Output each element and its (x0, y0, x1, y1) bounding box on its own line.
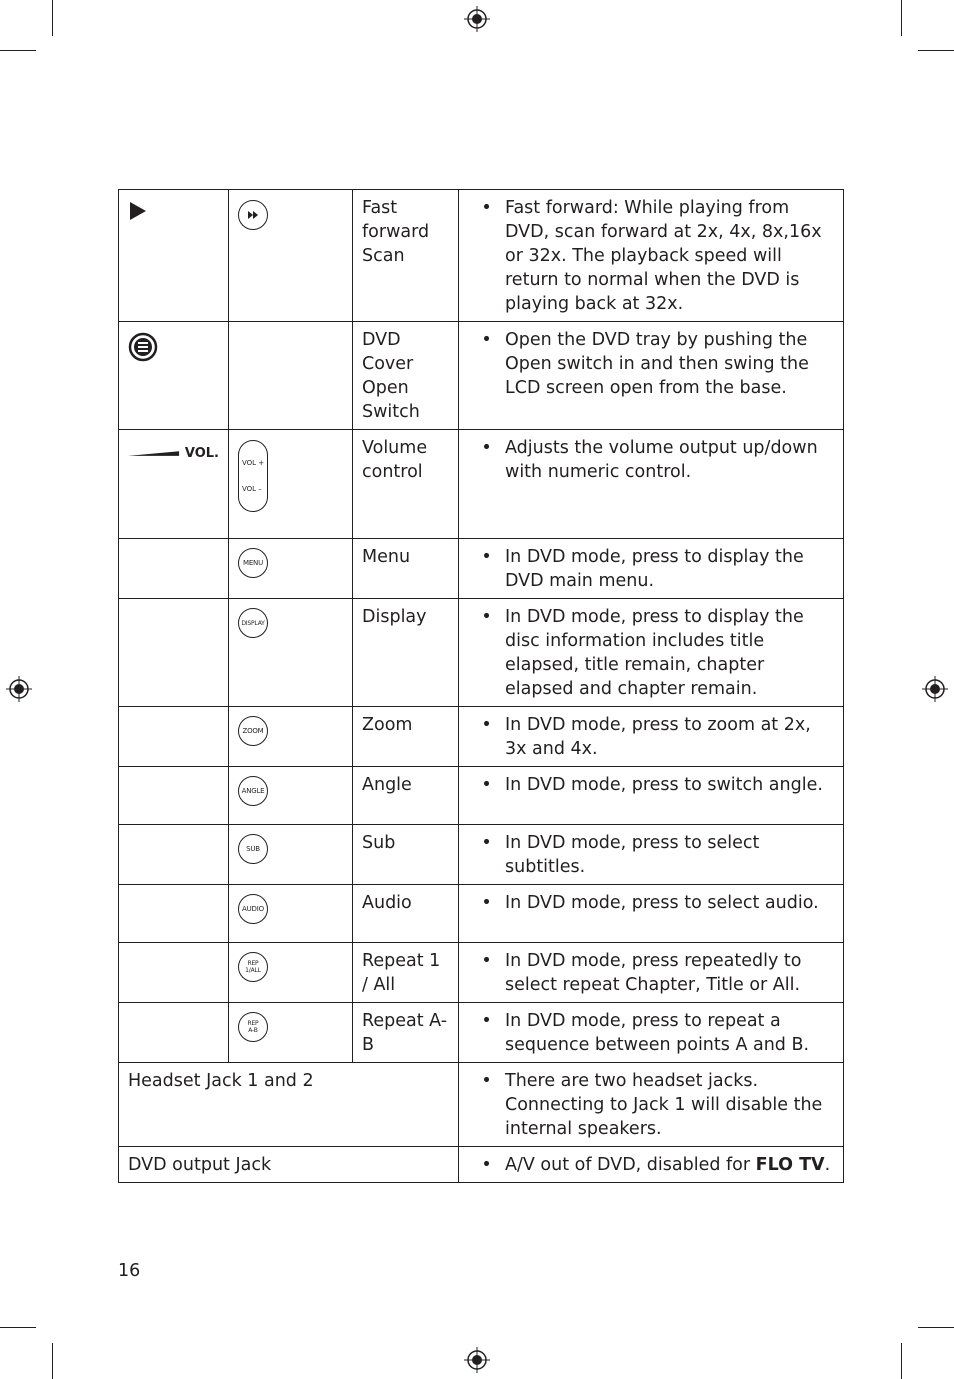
bullet: • (481, 607, 492, 627)
control-name: Menu (353, 539, 459, 599)
unit-icon-cell (119, 322, 229, 430)
remote-icon-cell (229, 322, 353, 430)
control-description (459, 885, 844, 943)
audio-button-icon: AUDIO (238, 894, 268, 924)
eject-open-icon (128, 332, 158, 362)
bullet: • (481, 951, 492, 971)
registration-mark-icon (464, 6, 490, 32)
controls-table (118, 189, 844, 1183)
control-name: Angle (353, 767, 459, 825)
volume-wheel-icon (128, 442, 219, 466)
control-description (459, 1063, 844, 1147)
description-text: In DVD mode, press to display the DVD main menu. (505, 547, 804, 591)
page-number: 16 (118, 1261, 141, 1281)
description-text: In DVD mode, press to switch angle. (505, 775, 823, 795)
bullet: • (481, 833, 492, 853)
registration-mark-icon (922, 676, 948, 702)
unit-icon-cell (119, 190, 229, 322)
angle-button-icon: ANGLE (238, 776, 268, 806)
description-text: In DVD mode, press to display the disc information includes title elapsed, title remain, chapter elapsed and chapter remain. (505, 607, 804, 699)
volume-rocker-icon (238, 440, 268, 512)
remote-icon-cell (229, 885, 353, 943)
control-name: Headset Jack 1 and 2 (119, 1063, 459, 1147)
zoom-button-icon: ZOOM (238, 716, 268, 746)
description-text: In DVD mode, press to select audio. (505, 893, 819, 913)
table-row (119, 885, 844, 943)
control-description (459, 825, 844, 885)
bullet: • (481, 775, 492, 795)
control-name: Volume control (353, 430, 459, 539)
crop-mark (0, 50, 36, 51)
control-name: Zoom (353, 707, 459, 767)
remote-icon-cell (229, 943, 353, 1003)
table-row (119, 599, 844, 707)
bullet: • (481, 198, 492, 218)
bullet: • (481, 1011, 492, 1031)
description-text: In DVD mode, press to select subtitles. (505, 833, 760, 877)
table-row (119, 767, 844, 825)
control-name: Sub (353, 825, 459, 885)
control-description (459, 707, 844, 767)
unit-icon-cell (119, 885, 229, 943)
control-name: Repeat A-B (353, 1003, 459, 1063)
unit-icon-cell (119, 539, 229, 599)
table-row (119, 539, 844, 599)
description-text: In DVD mode, press to repeat a sequence between points A and B. (505, 1011, 810, 1055)
repeat-all-button-icon: REP 1/ALL (238, 952, 268, 982)
remote-icon-cell (229, 430, 353, 539)
bullet: • (481, 438, 492, 458)
brand-name: FLO TV (755, 1155, 825, 1175)
bullet: • (481, 1155, 492, 1175)
control-name: Repeat 1 / All (353, 943, 459, 1003)
description-text: Open the DVD tray by pushing the Open switch in and then swing the LCD screen open from the base. (505, 330, 809, 398)
table-row (119, 430, 844, 539)
control-name: DVD output Jack (119, 1147, 459, 1183)
table-row (119, 1003, 844, 1063)
bullet: • (481, 330, 492, 350)
fast-forward-button-icon (238, 200, 268, 230)
play-arrow-icon (128, 200, 148, 222)
unit-icon-cell (119, 707, 229, 767)
table-row (119, 1147, 844, 1183)
bullet: • (481, 1071, 492, 1091)
control-description (459, 322, 844, 430)
control-description (459, 430, 844, 539)
remote-icon-cell (229, 1003, 353, 1063)
description-text: In DVD mode, press repeatedly to select repeat Chapter, Title or All. (505, 951, 802, 995)
unit-icon-cell (119, 1003, 229, 1063)
control-name: DVD Cover Open Switch (353, 322, 459, 430)
control-description (459, 1147, 844, 1183)
control-name: Audio (353, 885, 459, 943)
description-text: A/V out of DVD, disabled for FLO TV. (505, 1155, 831, 1175)
table-row (119, 943, 844, 1003)
volume-wheel-label: VOL. (184, 446, 219, 461)
unit-icon-cell (119, 767, 229, 825)
crop-mark (901, 0, 902, 36)
control-name: Display (353, 599, 459, 707)
control-description (459, 943, 844, 1003)
menu-button-icon: MENU (238, 548, 268, 578)
registration-mark-icon (6, 676, 32, 702)
table-row (119, 190, 844, 322)
control-description (459, 1003, 844, 1063)
unit-icon-cell (119, 943, 229, 1003)
unit-icon-cell (119, 825, 229, 885)
unit-icon-cell (119, 430, 229, 539)
control-name: Fast forward Scan (353, 190, 459, 322)
bullet: • (481, 893, 492, 913)
control-description (459, 599, 844, 707)
crop-mark (918, 1327, 954, 1328)
description-text: There are two headset jacks. Connecting to Jack 1 will disable the internal speakers. (505, 1071, 823, 1139)
remote-icon-cell (229, 825, 353, 885)
description-text: Adjusts the volume output up/down with numeric control. (505, 438, 818, 482)
crop-mark (0, 1327, 36, 1328)
remote-icon-cell (229, 539, 353, 599)
unit-icon-cell (119, 599, 229, 707)
description-text: In DVD mode, press to zoom at 2x, 3x and 4x. (505, 715, 811, 759)
control-description (459, 767, 844, 825)
crop-mark (901, 1343, 902, 1379)
registration-mark-icon (464, 1347, 490, 1373)
table-row (119, 1063, 844, 1147)
control-description (459, 539, 844, 599)
description-text: Fast forward: While playing from DVD, scan forward at 2x, 4x, 8x,16x or 32x. The playback speed will return to normal when the DVD is playing back at 32x. (505, 198, 822, 314)
bullet: • (481, 715, 492, 735)
table-row (119, 707, 844, 767)
volume-down-label: VOL – (242, 485, 262, 493)
crop-mark (52, 0, 53, 36)
remote-icon-cell (229, 707, 353, 767)
display-button-icon: DISPLAY (238, 608, 268, 638)
bullet: • (481, 547, 492, 567)
subtitle-button-icon: SUB (238, 834, 268, 864)
repeat-ab-button-icon: REP A-B (238, 1012, 268, 1042)
remote-icon-cell (229, 599, 353, 707)
volume-up-label: VOL + (242, 459, 265, 467)
remote-icon-cell (229, 767, 353, 825)
remote-icon-cell (229, 190, 353, 322)
table-row (119, 322, 844, 430)
table-row (119, 825, 844, 885)
control-description (459, 190, 844, 322)
crop-mark (918, 50, 954, 51)
crop-mark (52, 1343, 53, 1379)
